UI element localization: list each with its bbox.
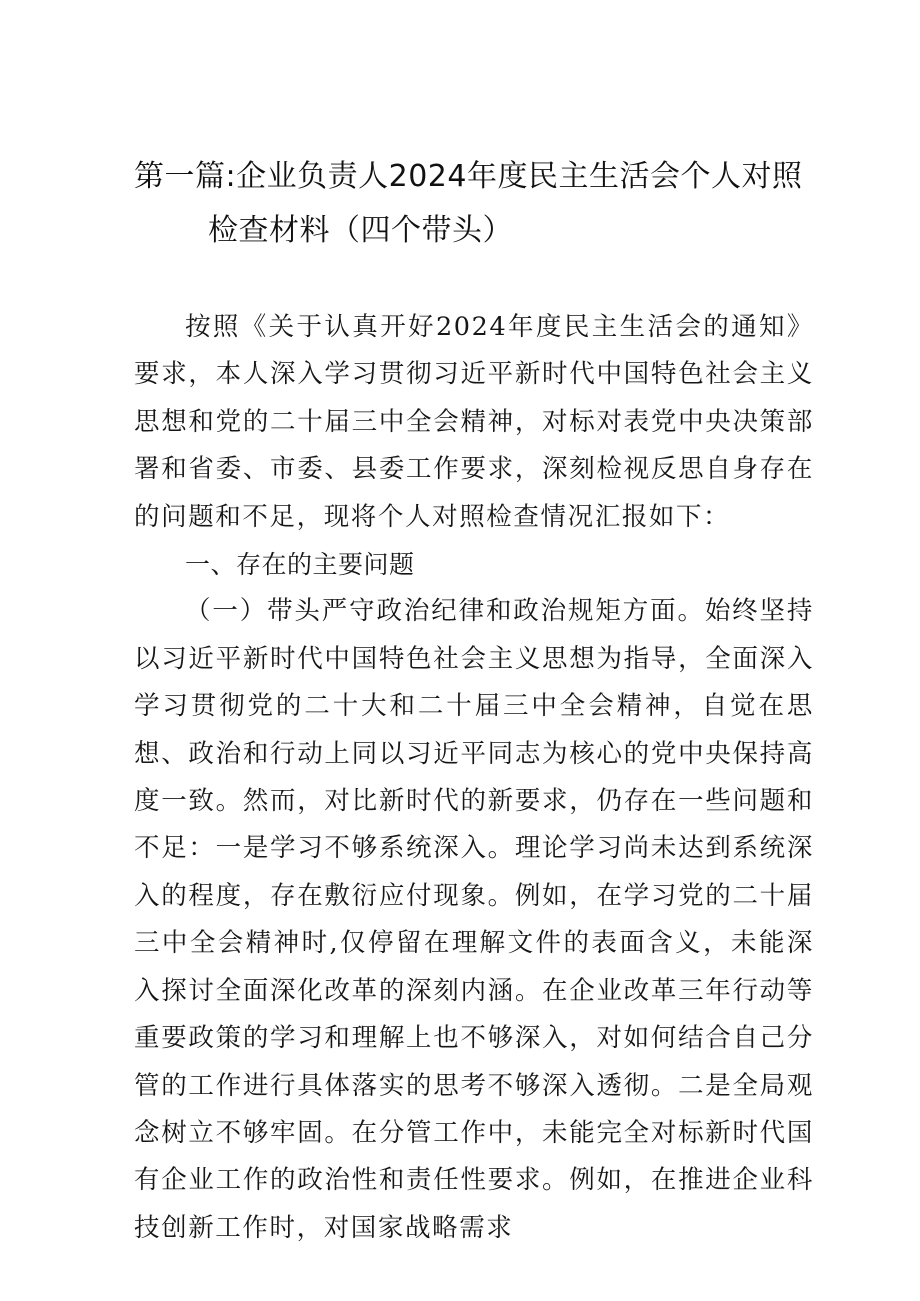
title-line-2: 检查材料（四个带头）: [208, 213, 513, 248]
document-body: [134, 304, 814, 1252]
title-line-1: 第一篇:企业负责人2024年度民主生活会个人对照: [134, 159, 803, 194]
document-title: [134, 150, 814, 258]
section-heading: 一、存在的主要问题: [185, 550, 415, 580]
section-paragraph: （一）带头严守政治纪律和政治规矩方面。始终坚持以习近平新时代中国特色社会主义思想为指导，全面深入学习贯彻党的二十大和二十届三中全会精神，自觉在思想、政治和行动上同以习近平同志为核心的党中央保持高度一致。然而，对比新时代的新要求，仍存在一些问题和不足：一是学习不够系统深入。理论学习尚未达到系统深入的程度，存在敷衍应付现象。例如，在学习党的二十届三中全会精神时,仅停留在理解文件的表面含义，未能深入探讨全面深化改革的深刻内涵。在企业改革三年行动等重要政策的学习和理解上也不够深入，对如何结合自己分管的工作进行具体落实的思考不够深入透彻。二是全局观念树立不够牢固。在分管工作中，未能完全对标新时代国有企业工作的政治性和责任性要求。例如，在推进企业科技创新工作时，对国家战略需求: [134, 596, 814, 1243]
intro-paragraph: 按照《关于认真开好2024年度民主生活会的通知》要求，本人深入学习贯彻习近平新时代中国特色社会主义思想和党的二十届三中全会精神，对标对表党中央决策部署和省委、市委、县委工作要求，深刻检视反思自身存在的问题和不足，现将个人对照检查情况汇报如下：: [134, 312, 814, 532]
